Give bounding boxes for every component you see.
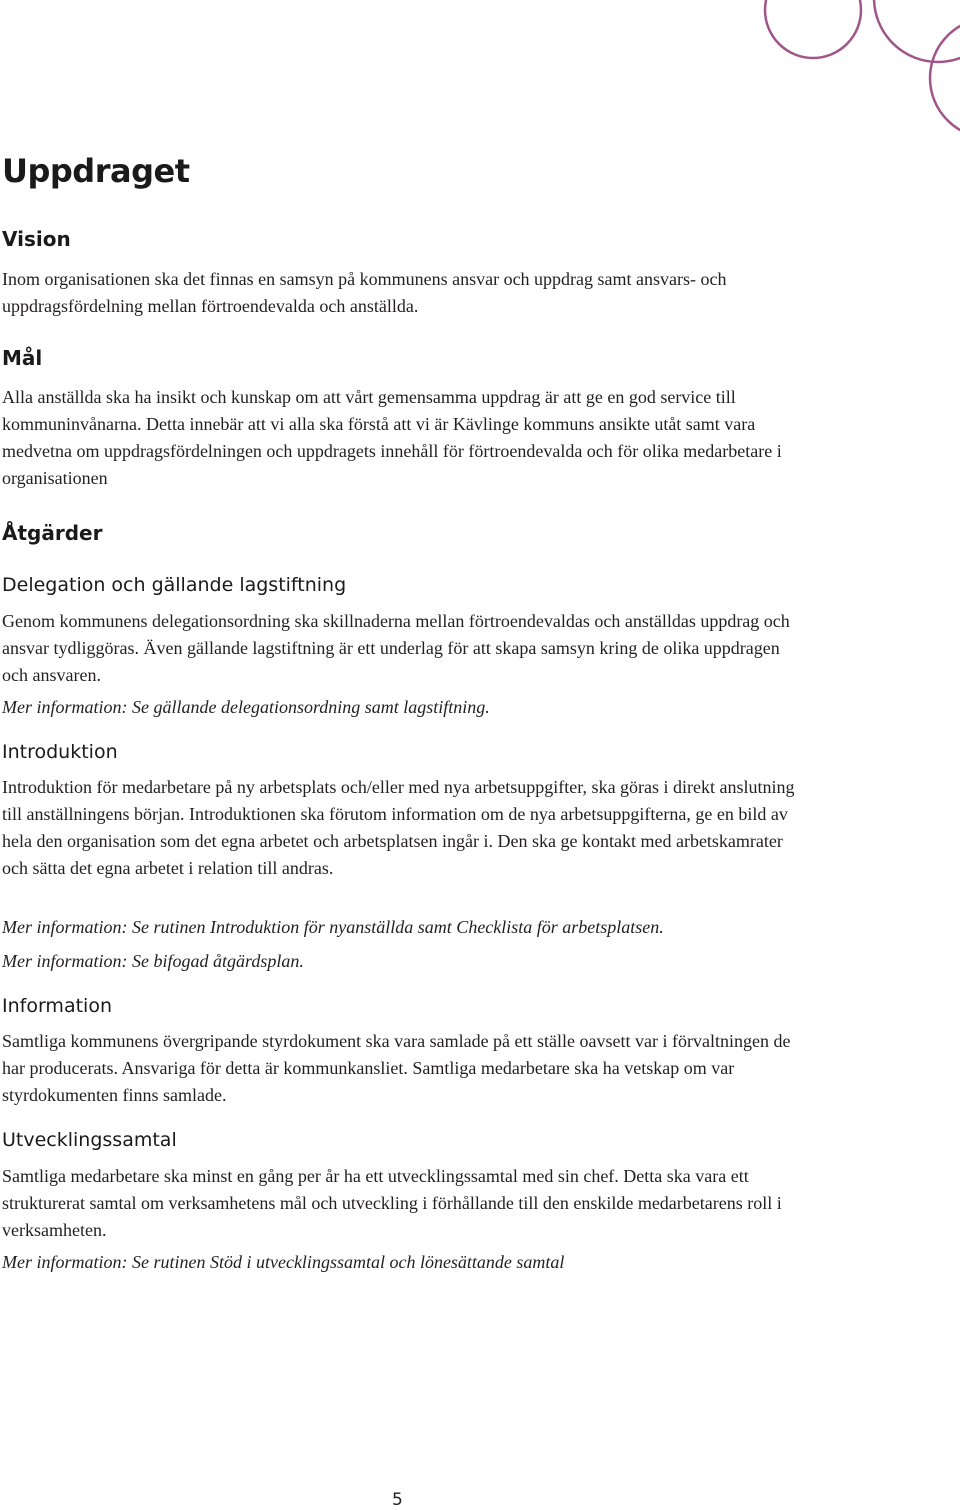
information-text: Samtliga kommunens övergripande styrdokument ska vara samlade på ett ställe oavsett var i förvaltningen de har producerats. Ansvariga för detta är kommunkansliet. Samtliga medarbetare ska ha vetskap om var styrdokumenten finns samlade. <box>2 1031 791 1105</box>
delegation-heading: Delegation och gällande lagstiftning <box>2 574 347 596</box>
vision-heading: Vision <box>2 227 71 251</box>
atgarder-heading: Åtgärder <box>2 521 103 545</box>
information-heading: Information <box>2 995 112 1017</box>
page-title: Uppdraget <box>2 152 190 190</box>
introduktion-text: Introduktion för medarbetare på ny arbetsplats och/eller med nya arbetsuppgifter, ska göras i direkt anslutning till anställningens början. Introduktionen ska förutom information om de nya arbetsuppgifterna, ge en bild av hela den organisation som det egna arbetet och arbetsplatsen ingår i. Den ska ge kontakt med arbetskamrater och sätta det egna arbetet i relation till andras. <box>2 777 795 878</box>
utvecklingssamtal-heading: Utvecklingssamtal <box>2 1129 177 1151</box>
utvecklingssamtal-note: Mer information: Se rutinen Stöd i utvecklingssamtal och lönesättande samtal <box>2 1252 565 1272</box>
vision-text: Inom organisationen ska det finnas en samsyn på kommunens ansvar och uppdrag samt ansvars- och uppdragsfördelning mellan förtroendevalda och anställda. <box>2 269 727 316</box>
circle-ornament <box>874 0 960 62</box>
decorative-circles <box>0 0 960 140</box>
delegation-text: Genom kommunens delegationsordning ska skillnaderna mellan förtroendevaldas och anställdas uppdrag och ansvar tydliggöras. Även gällande lagstiftning är ett underlag för att skapa samsyn kring de olika uppdragen och ansvaren. <box>2 611 790 685</box>
page-number: 5 <box>392 1490 403 1510</box>
delegation-note: Mer information: Se gällande delegationsordning samt lagstiftning. <box>2 697 490 717</box>
introduktion-note-1: Mer information: Se rutinen Introduktion för nyanställda samt Checklista för arbetsplatsen. <box>2 917 664 937</box>
utvecklingssamtal-text: Samtliga medarbetare ska minst en gång per år ha ett utvecklingssamtal med sin chef. Detta ska vara ett strukturerat samtal om verksamhetens mål och utveckling i förhållande till den enskilde medarbetarens roll i verksamheten. <box>2 1166 782 1240</box>
circle-ornament <box>765 0 861 58</box>
mal-text: Alla anställda ska ha insikt och kunskap om att vårt gemensamma uppdrag är att ge en god service till kommuninvånarna. Detta innebär att vi alla ska förstå att vi är Kävlinge kommuns ansikte utåt samt vara medvetna om uppdragsfördelningen och uppdragets innehåll för förtroendevalda och för olika medarbetare i organisationen <box>2 387 782 488</box>
introduktion-heading: Introduktion <box>2 741 118 763</box>
introduktion-note-2: Mer information: Se bifogad åtgärdsplan. <box>2 951 304 971</box>
mal-heading: Mål <box>2 346 43 370</box>
circle-ornament <box>930 18 960 138</box>
